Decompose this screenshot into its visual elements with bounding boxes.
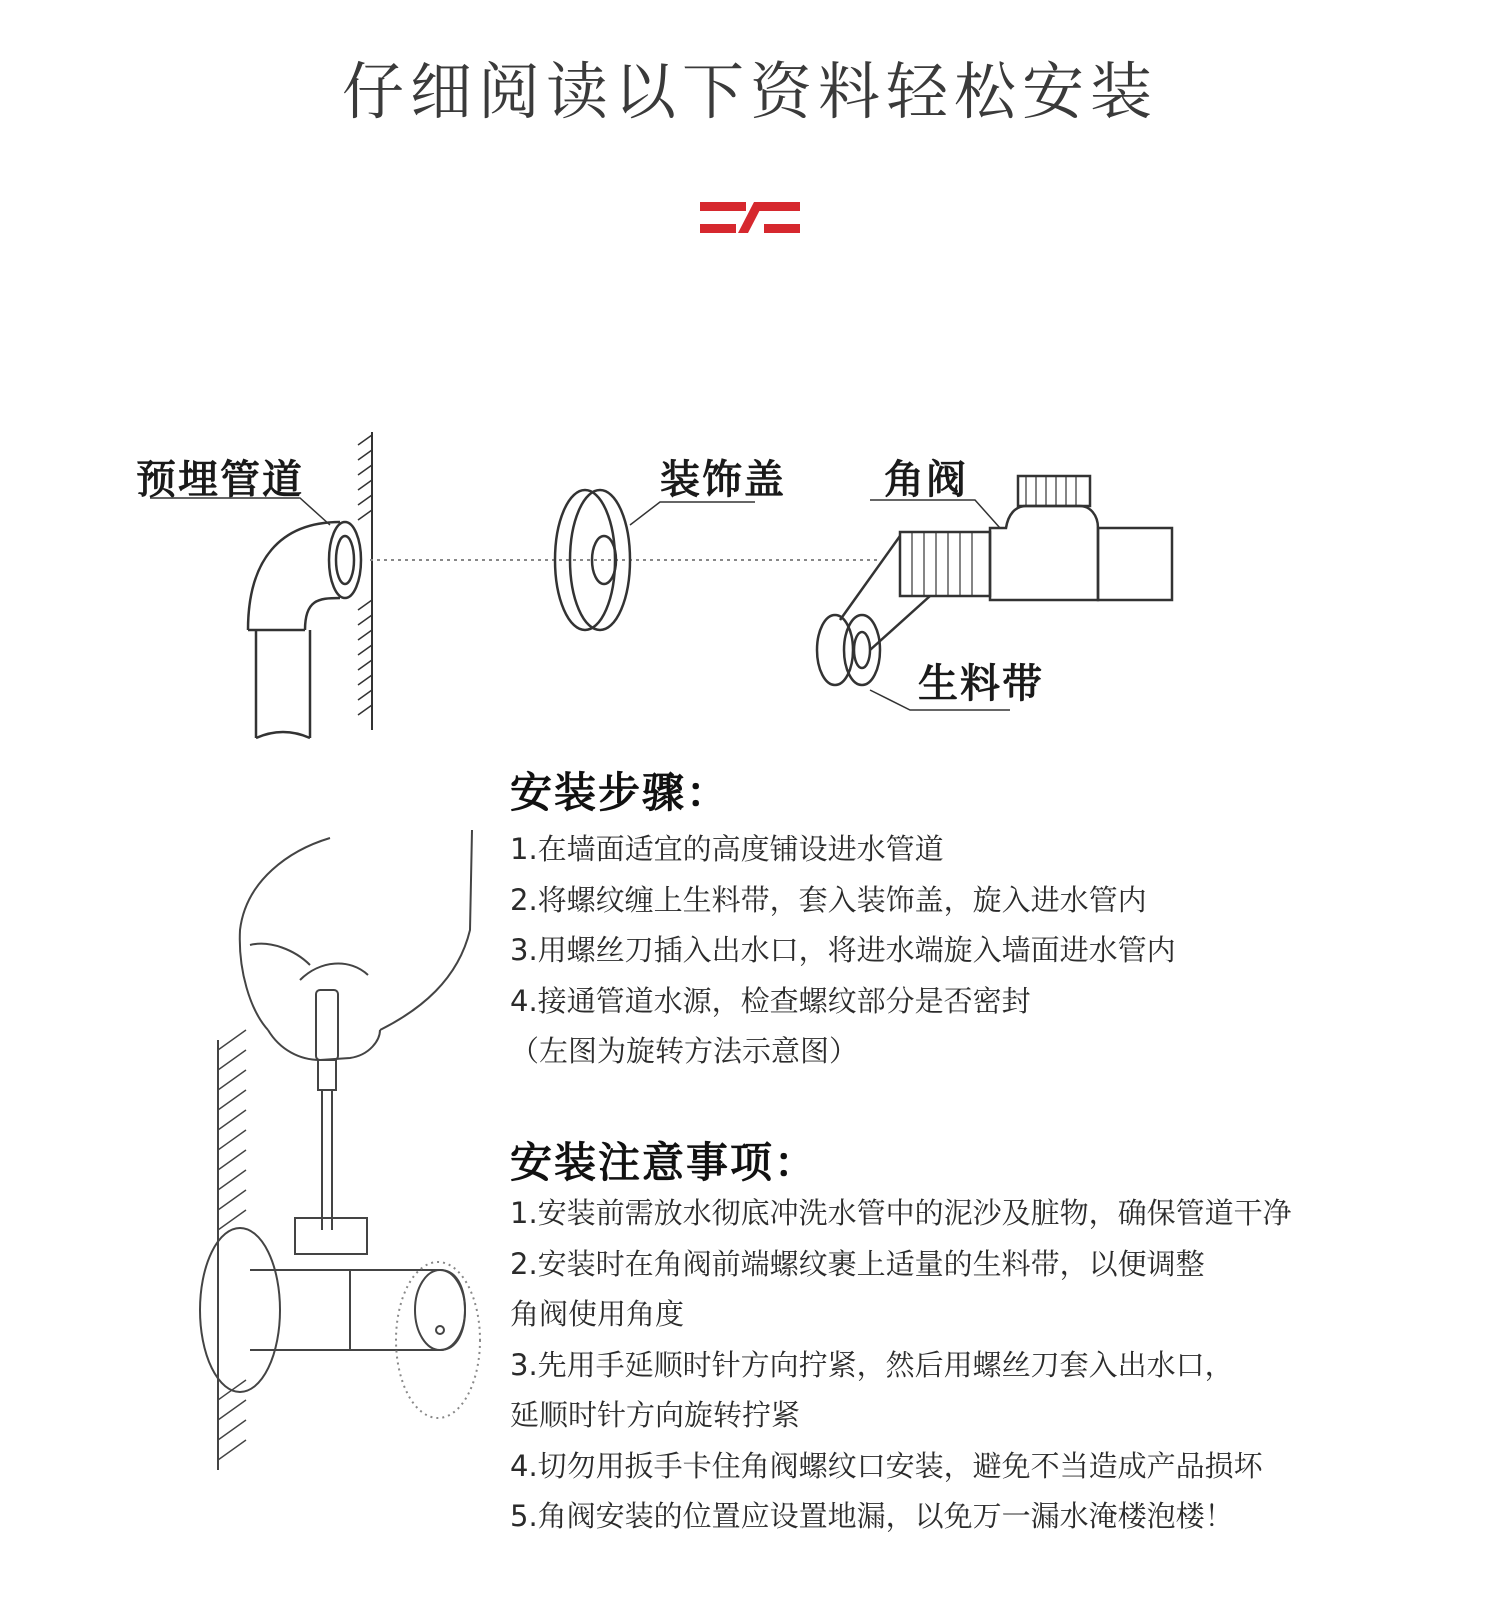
step-item: 4.接通管道水源，检查螺纹部分是否密封 (510, 983, 1031, 1018)
steps-list (510, 824, 1176, 1077)
note-item: 2.安装时在角阀前端螺纹裹上适量的生料带，以便调整 (510, 1246, 1205, 1281)
note-item: 4.切勿用扳手卡住角阀螺纹口安装，避免不当造成产品损坏 (510, 1448, 1263, 1483)
label-ptfe-tape: 生料带 (918, 661, 1044, 707)
hand-screwdriver-icon (200, 830, 480, 1470)
label-embedded-pipe: 预埋管道 (136, 457, 304, 503)
label-angle-valve: 角阀 (884, 457, 968, 503)
step-item: 2.将螺纹缠上生料带，套入装饰盖，旋入进水管内 (510, 882, 1147, 917)
note-item: 延顺时针方向旋转拧紧 (510, 1398, 801, 1432)
step-item: 3.用螺丝刀插入出水口，将进水端旋入墙面进水管内 (510, 933, 1176, 967)
label-decorative-cover: 装饰盖 (660, 457, 786, 503)
elbow-pipe-icon (150, 498, 361, 738)
steps-heading: 安装步骤： (510, 768, 731, 817)
cover-plate-icon (555, 490, 755, 630)
notes-list (510, 1188, 1292, 1542)
note-item: 角阀使用角度 (510, 1297, 685, 1331)
note-item: 1.安装前需放水彻底冲洗水管中的泥沙及脏物，确保管道干净 (510, 1196, 1292, 1230)
step-note: （左图为旋转方法示意图） (510, 1034, 859, 1068)
wall-icon (358, 432, 372, 730)
notes-heading: 安装注意事项： (510, 1138, 819, 1187)
step-item: 1.在墙面适宜的高度铺设进水管道 (510, 832, 944, 866)
note-item: 3.先用手延顺时针方向拧紧，然后用螺丝刀套入出水口， (510, 1347, 1234, 1382)
page-title: 仔细阅读以下资料轻松安装 (341, 55, 1158, 128)
note-item: 5.角阀安装的位置应设置地漏，以免万一漏水淹楼泡楼！ (510, 1499, 1234, 1533)
